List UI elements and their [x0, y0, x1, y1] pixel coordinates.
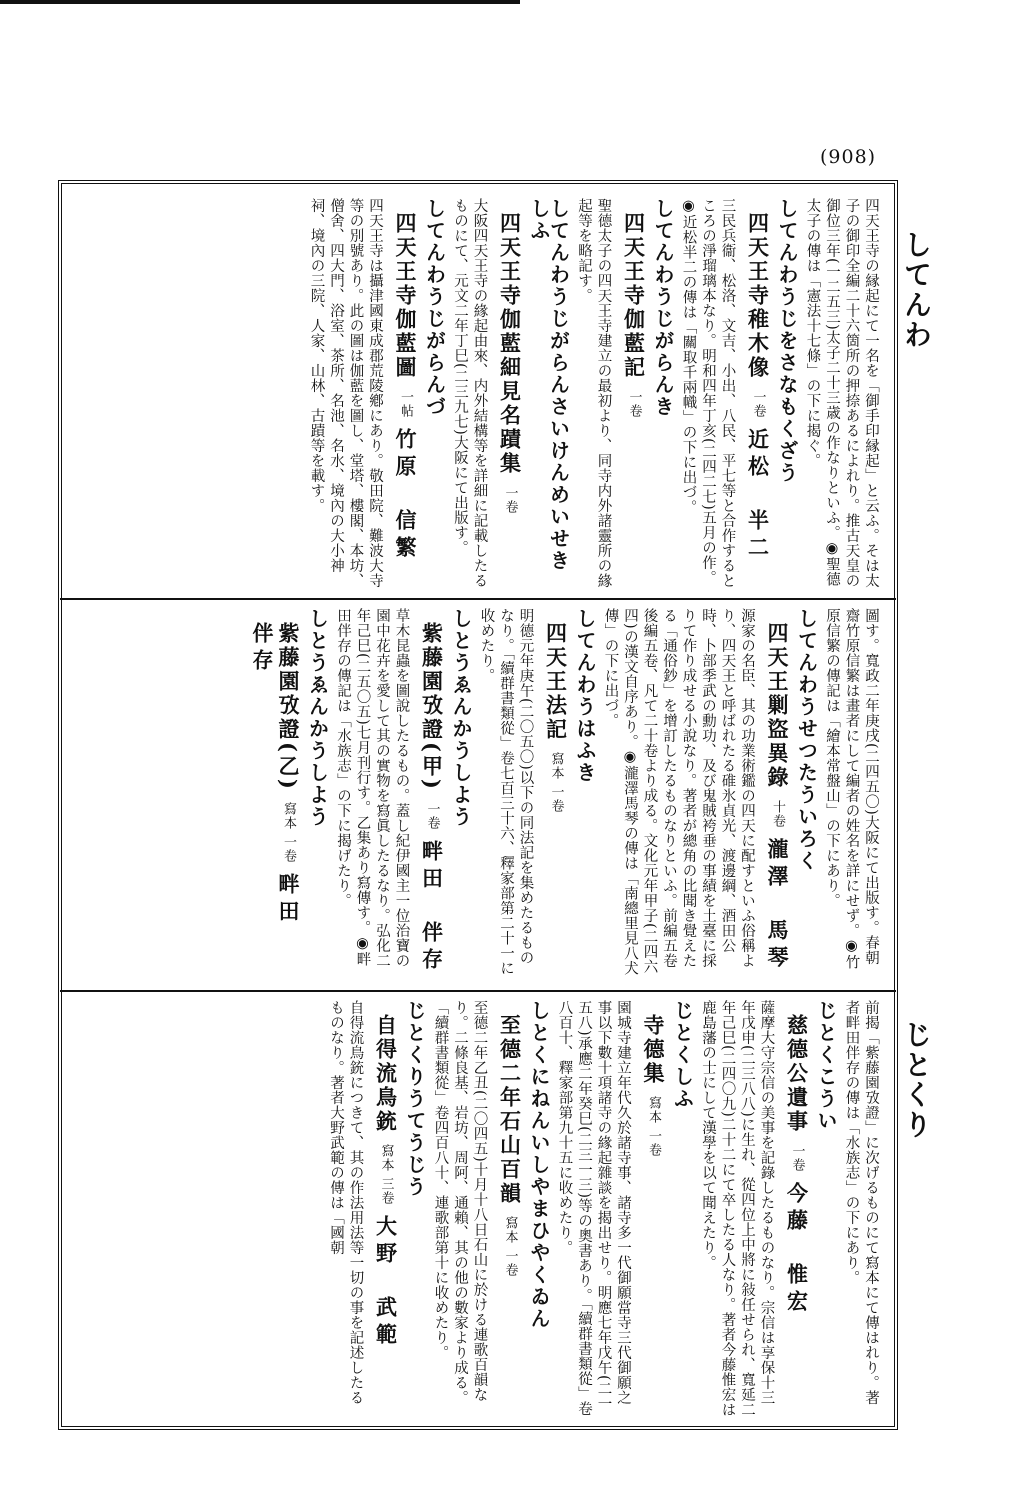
- dictionary-entry: [333, 608, 471, 980]
- entry-text: 園城寺建立年代久於諸寺事、諸寺多一代御願當寺三代御願之事以下數十項諸寺の緣起雜談を揭出せり。明應七年戊午(二一五八)承應二年癸巳(二三一三)等の奧書あり。「續群書類從」卷八百十、釋家部第九十五に收めたり。: [556, 1000, 631, 1417]
- entry-text: 源家の名臣、其の功業術鑑の四天に配すといふ俗稱より、四天王と呼ばれたる碓氷貞光、渡邊綱、酒田公時、卜部季武の勳功、及び鬼賊袴垂の事績を土臺に採りて作り成せる小說なり。著者が總角の比聞き覺えたる「通俗鈔」を增訂したるものなりといふ。前編五卷後編五卷、凡て二十卷より成る。文化元年甲子(二四六四)の漢文自序あり。◉瀧澤馬琴の傳は「南總里見八犬傳」の下に出づ。: [602, 608, 755, 976]
- entry-author: 今藤 惟宏: [784, 1182, 810, 1317]
- side-heading-shitenwa: してんわ: [900, 230, 933, 350]
- entry-title: 自得流鳥銃: [373, 1014, 399, 1134]
- entry-title: 寺德集: [641, 1014, 666, 1086]
- entry-reading: してんわうはふき: [573, 608, 597, 784]
- entry-text: 薩摩大守宗信の美事を記錄したるものなり。宗信は享保十三年戊申(二三八八)に生れ、從四位上中將に敍任せられ、寬延二年己巳(二四〇九)二十二にて卒したる人なり。著者今藤惟宏は鹿島藩の士にして漢學を以て聞えたり。: [700, 1000, 775, 1418]
- entry-reading: してんわうじがらんさいけんめいせきしふ: [527, 198, 571, 572]
- entry-title-line: [392, 212, 418, 588]
- entry-text: 自得流鳥銃につきて、其の作法用法等一切の事を記述したるものなり。著者大野武範の傳は「國朝: [328, 1000, 364, 1405]
- entry-title-line: [373, 1014, 399, 1418]
- entry-title: 至德二年石山百韻: [497, 1014, 523, 1206]
- entry-volumes: 一卷: [750, 390, 766, 418]
- entry-reading: じとくしふ: [670, 1000, 695, 1110]
- entry-title-line: [419, 622, 445, 980]
- entry-volumes: 一帖: [398, 390, 413, 418]
- entry-volumes: 十卷: [770, 800, 785, 828]
- entry-title: 四天王寺伽藍細見名蹟集: [497, 212, 523, 476]
- entry-title-line: [497, 212, 523, 588]
- entry-title-line: [497, 1014, 523, 1418]
- entry-title-line: [640, 1014, 666, 1418]
- entry-volumes: 一卷: [626, 390, 642, 418]
- entry-volumes: 一卷: [424, 801, 440, 830]
- entry-title: 慈德公遺事: [784, 1014, 810, 1134]
- entry-reading: してんわうじがらんづ: [422, 198, 447, 418]
- dictionary-entry: [678, 198, 799, 588]
- dictionary-entry: [306, 198, 447, 588]
- entry-text: 草木昆蟲を圖說したるもの。蓋し紀伊國主一位治寶の園中花卉を愛して其の實物を寫眞したるなり。弘化二年己巳(二五〇五)七月刊行す。乙集あり寫傳す。◉畔田伴存の傳記は「水族志」の下に揭げたり。: [335, 608, 410, 968]
- entry-author: 大野 武範: [373, 1215, 399, 1351]
- dictionary-entry: [430, 1000, 551, 1418]
- entry-text: 四天王寺は攝津國東成郡荒陵鄕にあり。敬田院、難波大寺等の別號あり。此の圖は伽藍を圖し、堂塔、樓閣、本坊、僧舍、四大門、浴室、茶所、名池、名水、境內の大小神祠、境內の三院、人家、山林、古蹟等を載す。: [308, 198, 383, 588]
- top-rule: [0, 0, 520, 4]
- entry-volumes: 一卷: [502, 486, 518, 514]
- dictionary-entry: [698, 1000, 836, 1418]
- entry-text: 聖德太子の四天王寺建立の最初より、同寺内外諸靈所の緣起等を略記す。: [576, 198, 612, 588]
- entry-title-line: [621, 212, 647, 588]
- dictionary-entry: [554, 1000, 695, 1418]
- entry-title-line: [249, 622, 301, 980]
- entry-title-line: [764, 622, 790, 980]
- entry-reading: じとくりうてうじう: [403, 1000, 427, 1198]
- entry-text: 圖す。寬政二年庚戌(二四五〇)大阪にて出版す。春朝齋竹原信繁は畫者にして編者の姓名を詳にせず。◉竹原信繁の傳記は「繪本常盤山」の下にあり。: [824, 608, 879, 970]
- entry-reading: じとくこうい: [814, 1000, 838, 1132]
- entry-reading: してんわうじをさなもくざう: [775, 198, 799, 484]
- dictionary-entry: [476, 608, 597, 980]
- entry-title: 紫藤園攷證(乙): [276, 622, 301, 792]
- entry-volumes: 一卷: [789, 1144, 805, 1172]
- entry-volumes: 寫本 一卷: [281, 801, 296, 864]
- entry-volumes: 寫本 一卷: [646, 1096, 661, 1158]
- dictionary-entry: [600, 608, 819, 980]
- dictionary-entry: [802, 198, 880, 588]
- entry-reading: してんわうせつたういろく: [794, 608, 819, 872]
- dictionary-entry: [450, 198, 571, 588]
- entry-title: 紫藤園攷證(甲): [419, 622, 445, 792]
- entry-reading: しとうゑんかうしよう: [449, 608, 473, 828]
- dictionary-entry: [822, 608, 881, 980]
- dictionary-entry: [326, 1000, 425, 1418]
- column-panel-bottom: [72, 1000, 880, 1418]
- entry-title-line: [543, 622, 569, 980]
- entry-text: 四天王寺の縁起にて一名を「御手印縁起」と云ふ。そは太子の御印全編二十六箇所の押捺あるによれり。推古天皇の御位三年(一二五三)太子二十三歳の作なりといふ。◉聖德太子の傳は「憲法十七條」の下に揭ぐ。: [804, 198, 879, 588]
- entry-text: 三民兵衞、松洛、文吉、小出、八民、平七等と合作するところの淨瑠璃本なり。明和四年丁亥(二四二七)五月の作。◉近松半二の傳は「關取千兩幟」の下に出づ。: [680, 198, 736, 588]
- entry-text: 前揭「紫藤園攷證」に次げるものにて寫本にて傳はれり。著者畔田伴存の傳は「水族志」の下にあり。: [843, 1000, 879, 1405]
- entry-author: 竹原 信繁: [393, 428, 418, 563]
- entry-text: 大阪四天王寺の緣起由來、内外結構等を詳細に記載したるものにて、元文二年丁巳(二三九七)大阪にて出版す。: [452, 198, 488, 588]
- entry-title: 四天王剿盜異錄: [765, 622, 790, 790]
- entry-text: 明德元年庚午(二〇五〇)以下の同法記を集めたるものなり。「續群書類從」卷七百三十六、釋家部第二十一に收めたり。: [478, 608, 534, 976]
- entry-author: 瀧澤 馬琴: [765, 838, 790, 973]
- entry-reading: しとうゑんかうしよう: [305, 608, 330, 828]
- side-heading-jitokuri: じとくり: [900, 1020, 933, 1140]
- dictionary-entry: [249, 608, 330, 980]
- divider-upper: [60, 598, 896, 600]
- entry-reading: してんわうじがらんき: [651, 198, 675, 418]
- entry-volumes: 寫本 三卷: [378, 1144, 394, 1206]
- entry-title: 四天王寺伽藍圖: [393, 212, 418, 380]
- entry-author: 畔田 伴存: [250, 622, 301, 955]
- entry-volumes: 寫本 一卷: [502, 1216, 518, 1278]
- entry-title-line: [745, 212, 771, 588]
- entry-title: 四天王寺稚木像: [745, 212, 771, 380]
- divider-lower: [60, 990, 896, 992]
- entry-title: 四天王寺伽藍記: [621, 212, 647, 380]
- entry-text: 至德二年乙丑(二〇四五)十月十八日石山に於ける連歌百韻なり。二條良基、岩坊、周阿、通賴、其の他の數家より成る。「續群書類從」卷四百八十、連歌部第十に收めたり。: [432, 1000, 488, 1405]
- entry-title: 四天王法記: [543, 622, 569, 742]
- entry-author: 畔田 伴存: [419, 839, 445, 975]
- column-panel-top: [72, 198, 880, 588]
- entry-title-line: [784, 1014, 810, 1418]
- entry-reading: しとくにねんいしやまひやくゐん: [527, 1000, 551, 1330]
- entry-author: 近松 半二: [745, 428, 771, 563]
- dictionary-entry: [574, 198, 673, 588]
- dictionary-entry: [841, 1000, 880, 1418]
- entry-volumes: 寫本 一卷: [548, 752, 564, 814]
- page-number: (908): [820, 146, 877, 168]
- column-panel-middle: [72, 608, 880, 980]
